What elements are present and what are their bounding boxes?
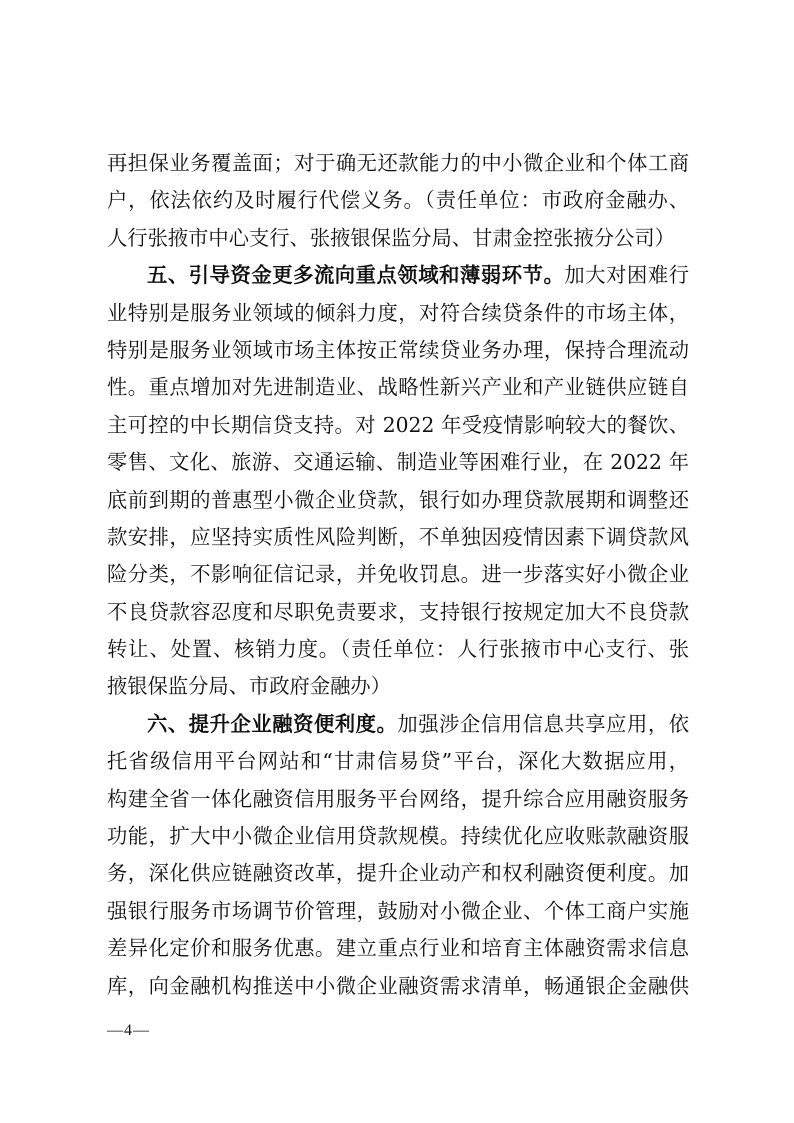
text-line: [107, 818, 689, 855]
text-line: [107, 519, 689, 556]
text-line: [107, 332, 689, 369]
line-text: 再担保业务覆盖面；对于确无还款能力的中小微企业和个体工商: [107, 151, 689, 175]
text-line: [107, 855, 689, 892]
line-text: 差异化定价和服务优惠。建立重点行业和培育主体融资需求信息: [107, 936, 689, 961]
text-line: [107, 295, 689, 332]
section-heading-line: [107, 257, 689, 294]
text-line: [107, 893, 689, 930]
text-line: [107, 930, 689, 967]
body-text: [107, 145, 689, 1005]
line-text: 底前到期的普惠型小微企业贷款，银行如办理贷款展期和调整还: [107, 487, 689, 512]
section-heading-line: [107, 706, 689, 743]
line-text: 功能，扩大中小微企业信用贷款规模。持续优化应收账款融资服: [107, 824, 689, 849]
text-line: [107, 968, 689, 1005]
line-text: 人行张掖市中心支行、张掖银保监分局、甘肃金控张掖分公司）: [107, 225, 675, 250]
line-text: 托省级信用平台网站和“甘肃信易贷”平台，深化大数据应用，: [107, 749, 689, 774]
line-text: 加大对困难行: [564, 263, 689, 288]
text-line: [107, 556, 689, 593]
line-text: 业特别是服务业领域的倾斜力度，对符合续贷条件的市场主体，: [107, 300, 689, 325]
line-text: 加强涉企信用信息共享应用，依: [397, 711, 689, 736]
text-line: [107, 444, 689, 481]
text-line: [107, 220, 689, 257]
line-text: 特别是服务业领域市场主体按正常续贷业务办理，保持合理流动: [107, 337, 689, 362]
text-line: [107, 631, 689, 668]
line-text: 库，向金融机构推送中小微企业融资需求清单，畅通银企金融供: [107, 973, 689, 998]
text-line: [107, 482, 689, 519]
section-heading: 六、提升企业融资便利度。: [147, 711, 398, 736]
text-line: [107, 668, 689, 705]
text-line: [107, 369, 689, 406]
text-line: [107, 743, 689, 780]
line-text: 强银行服务市场调节价管理，鼓励对小微企业、个体工商户实施: [107, 898, 689, 923]
line-text: 性。重点增加对先进制造业、战略性新兴产业和产业链供应链自: [107, 375, 689, 400]
text-line: [107, 594, 689, 631]
text-line: [107, 182, 689, 219]
line-text: 不良贷款容忍度和尽职免责要求，支持银行按规定加大不良贷款: [107, 599, 689, 624]
text-line: [107, 407, 689, 444]
line-text: 险分类，不影响征信记录，并免收罚息。进一步落实好小微企业: [107, 562, 689, 587]
line-text: 零售、文化、旅游、交通运输、制造业等困难行业，在 2022 年: [107, 450, 689, 475]
page-number: —4—: [107, 1022, 150, 1039]
line-text: 主可控的中长期信贷支持。对 2022 年受疫情影响较大的餐饮、: [107, 412, 689, 437]
line-text: 转让、处置、核销力度。（责任单位：人行张掖市中心支行、张: [107, 637, 689, 662]
line-text: 构建全省一体化融资信用服务平台网络，提升综合应用融资服务: [107, 786, 689, 811]
text-line: [107, 781, 689, 818]
text-line: [107, 145, 689, 182]
line-text: 款安排，应坚持实质性风险判断，不单独因疫情因素下调贷款风: [107, 524, 689, 549]
section-heading: 五、引导资金更多流向重点领域和薄弱环节。: [147, 263, 565, 288]
line-text: 户，依法依约及时履行代偿义务。（责任单位：市政府金融办、: [107, 188, 689, 213]
line-text: 务，深化供应链融资改革，提升企业动产和权利融资便利度。加: [107, 861, 689, 886]
line-text: 掖银保监分局、市政府金融办）: [107, 674, 391, 699]
